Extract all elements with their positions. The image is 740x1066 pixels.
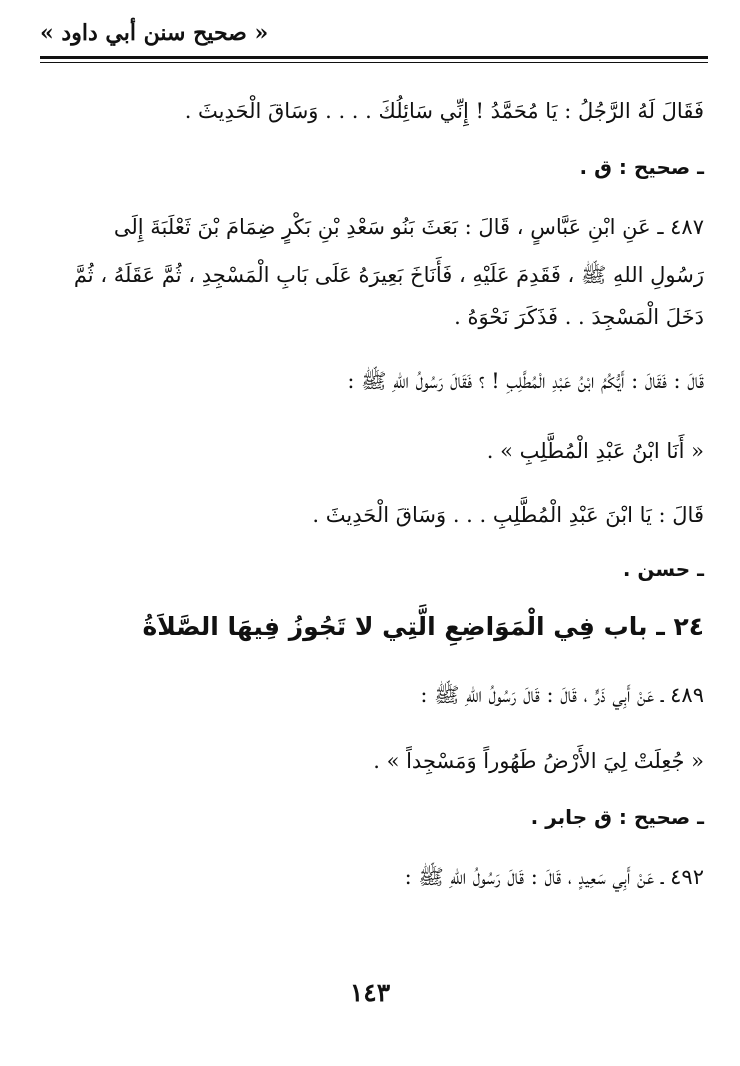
hadith-489-quote: « جُعِلَتْ لِيَ الأَرْضُ طَهُوراً وَمَسْجِداً » . bbox=[373, 749, 704, 773]
page-number: ١٤٣ bbox=[349, 978, 391, 1007]
hadith-487-line-3: دَخَلَ الْمَسْجِدَ . . فَذَكَرَ نَحْوَهُ . bbox=[454, 305, 704, 329]
grade-line-3: ـ صحيح : ق جابر . bbox=[530, 805, 704, 829]
grade-line-2: ـ حسن . bbox=[622, 557, 704, 581]
hadith-487-line-1: ٤٨٧ ـ عَنِ ابْنِ عَبَّاسٍ ، قَالَ : بَعَثَ بَنُو سَعْدِ بْنِ بَكْرٍ ضِمَامَ بْنَ ثَعْلَبَةَ إِلَى bbox=[113, 215, 704, 239]
text-line-1: فَقَالَ لَهُ الرَّجُلُ : يَا مُحَمَّدُ ! إِنِّي سَائِلُكَ . . . . وَسَاقَ الْحَدِيثَ . bbox=[184, 99, 704, 123]
header-rule-thick bbox=[40, 56, 708, 59]
hadith-487-quote: « أَنَا ابْنُ عَبْدِ الْمُطَّلِبِ » . bbox=[486, 439, 704, 463]
hadith-492-line-1: ٤٩٢ ـ عَنْ أَبِي سَعِيدٍ ، قَالَ : قَالَ رَسُولُ اللهِ ﷺ : bbox=[404, 865, 704, 889]
chapter-heading: ٢٤ ـ باب فِي الْمَوَاضِعِ الَّتِي لا تَجُوزُ فِيهَا الصَّلاَةُ bbox=[142, 612, 704, 641]
book-title-header: « صحيح سنن أبي داود » bbox=[40, 20, 269, 46]
hadith-487-line-2: رَسُولِ اللهِ ﷺ ، فَقَدِمَ عَلَيْهِ ، فَأَنَاخَ بَعِيرَهُ عَلَى بَابِ الْمَسْجِدِ ، ثُمَّ عَقَلَهُ ، ثُمَّ bbox=[73, 263, 704, 287]
grade-line-1: ـ صحيح : ق . bbox=[579, 155, 704, 179]
hadith-489-line-1: ٤٨٩ ـ عَنْ أَبِي ذَرٍّ ، قَالَ : قَالَ رَسُولُ اللهِ ﷺ : bbox=[420, 683, 704, 707]
hadith-487-line-5: قَالَ : يَا ابْنَ عَبْدِ الْمُطَّلِبِ . . . وَسَاقَ الْحَدِيثَ . bbox=[312, 503, 704, 527]
hadith-487-line-4: قَالَ : فَقَالَ : أَيُّكُمُ ابْنُ عَبْدِ الْمُطَّلِبِ ! ؟ فَقَالَ رَسُولُ اللهِ ﷺ : bbox=[347, 369, 704, 393]
header-rule-thin bbox=[40, 62, 708, 63]
